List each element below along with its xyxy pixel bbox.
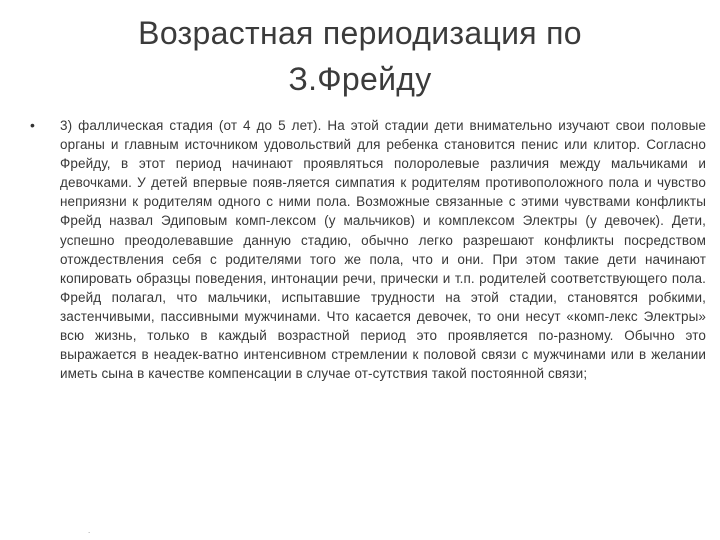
footer-mark: . bbox=[88, 526, 91, 535]
slide-title-line-1: Возрастная периодизация по bbox=[138, 15, 582, 51]
slide-title-line-2: З.Фрейду bbox=[288, 61, 432, 97]
bullet-point: • bbox=[30, 117, 35, 133]
body-paragraph: 3) фаллическая стадия (от 4 до 5 лет). На этой стадии дети внимательно изучают свои половые органы и главным источником удовольствий для ребенка становится пенис или клитор. Согласно Фрейду, в этот период начинают проявляться полоролевые различия между мальчиками и девочками. У детей впервые появ-ляется симпатия к родителям противоположного пола и чувство неприязни к родителям одного с ними пола. Возможные связанные с этими чувствами конфликты Фрейд назвал Эдиповым комп-лексом (у мальчиков) и комплексом Электры (у девочек). Дети, успешно преодолевавшие данную стадию, обычно легко разрешают конфликты посредством отождествления себя с родителями того же пола, что и они. При этом такие дети начинают копировать образцы поведения, интонации речи, прически и т.п. родителей соответствующего пола. Фрейд полагал, что мальчики, испытавшие трудности на этой стадии, становятся робкими, застенчивыми, пассивными мужчинами. Что касается девочек, то они несут «комп-лекс Электры» всю жизнь, только в каждый возрастной период это проявляется по-разному. Обычно это выражается в неадек-ватно интенсивном стремлении к половой связи с мужчинами или в желании иметь сына в качестве компенсации в случае от-сутствия такой постоянной связи; bbox=[60, 118, 706, 382]
slide-title bbox=[60, 10, 660, 102]
